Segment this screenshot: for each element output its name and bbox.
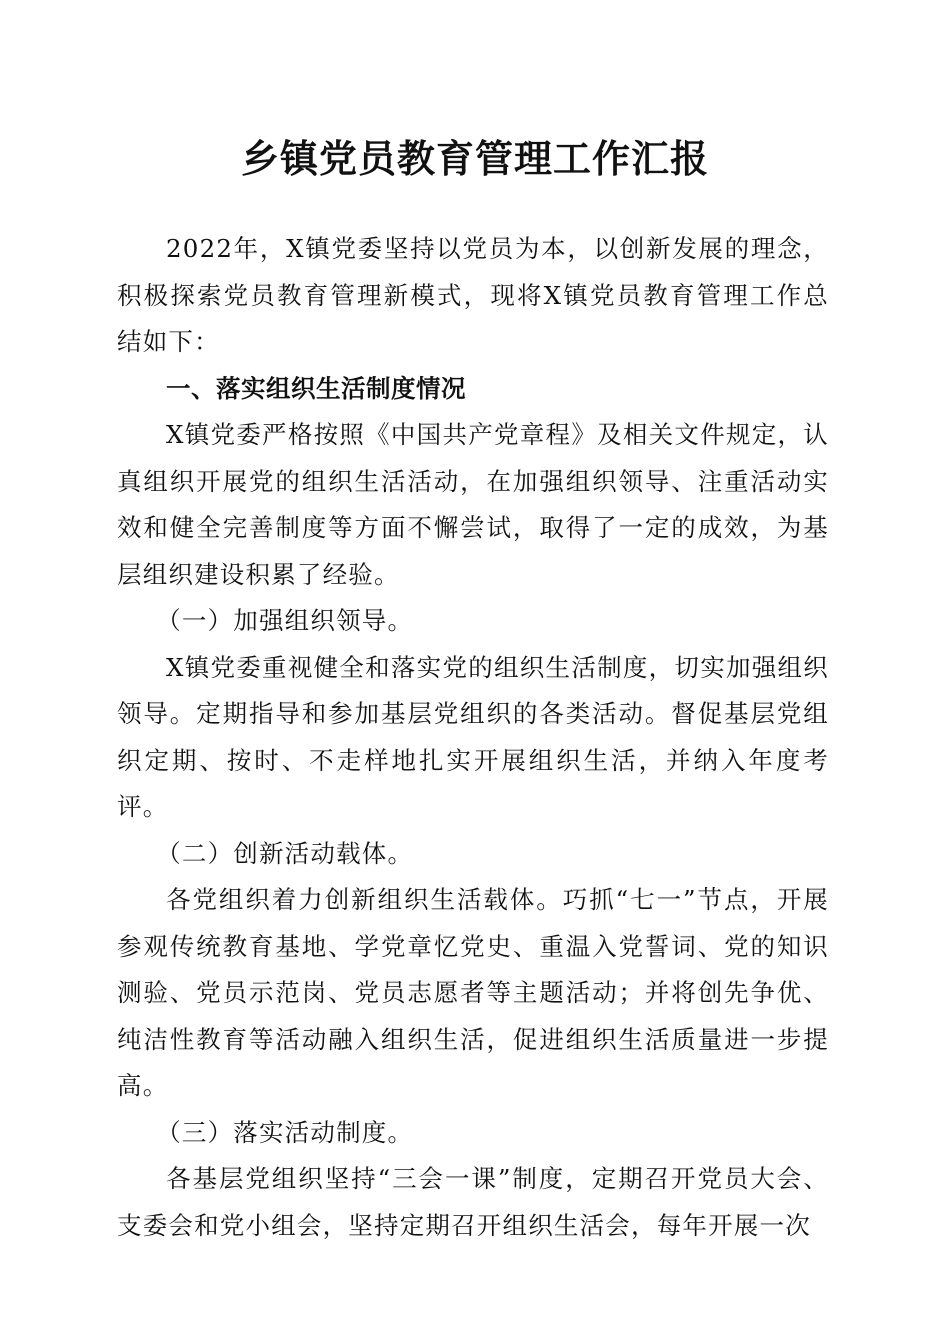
intro-paragraph: 2022年，X镇党委坚持以党员为本，以创新发展的理念，积极探索党员教育管理新模式，现将X镇党员教育管理工作总结如下： — [117, 234, 829, 356]
subsection-1-paragraph: X镇党委重视健全和落实党的组织生活制度，切实加强组织领导。定期指导和参加基层党组织的各类活动。督促基层党组织定期、按时、不走样地扎实开展组织生活，并纳入年度考评。 — [117, 652, 829, 821]
document-body — [117, 226, 829, 1249]
subsection-heading-2: （二）创新活动载体。 — [156, 838, 414, 868]
subsection-heading-3: （三）落实活动制度。 — [156, 1117, 414, 1147]
subsection-heading-1: （一）加强组织领导。 — [156, 606, 414, 635]
subsection-2-paragraph: 各党组织着力创新组织生活载体。巧抓“七一”节点，开展参观传统教育基地、学党章忆党史、重温入党誓词、党的知识测验、党员示范岗、党员志愿者等主题活动；并将创先争优、纯洁性教育等活动融入组织生活，促进组织生活质量进一步提高。 — [117, 885, 829, 1100]
section-1-paragraph: X镇党委严格按照《中国共产党章程》及相关文件规定，认真组织开展党的组织生活活动，在加强组织领导、注重活动实效和健全完善制度等方面不懈尝试，取得了一定的成效，为基层组织建设积累了经验。 — [117, 420, 829, 589]
subsection-3-paragraph: 各基层党组织坚持“三会一课”制度，定期召开党员大会、支委会和党小组会，坚持定期召开组织生活会，每年开展一次 — [117, 1164, 829, 1240]
document-title: 乡镇党员教育管理工作汇报 — [240, 136, 709, 181]
section-heading-1: 一、落实组织生活制度情况 — [166, 373, 466, 403]
